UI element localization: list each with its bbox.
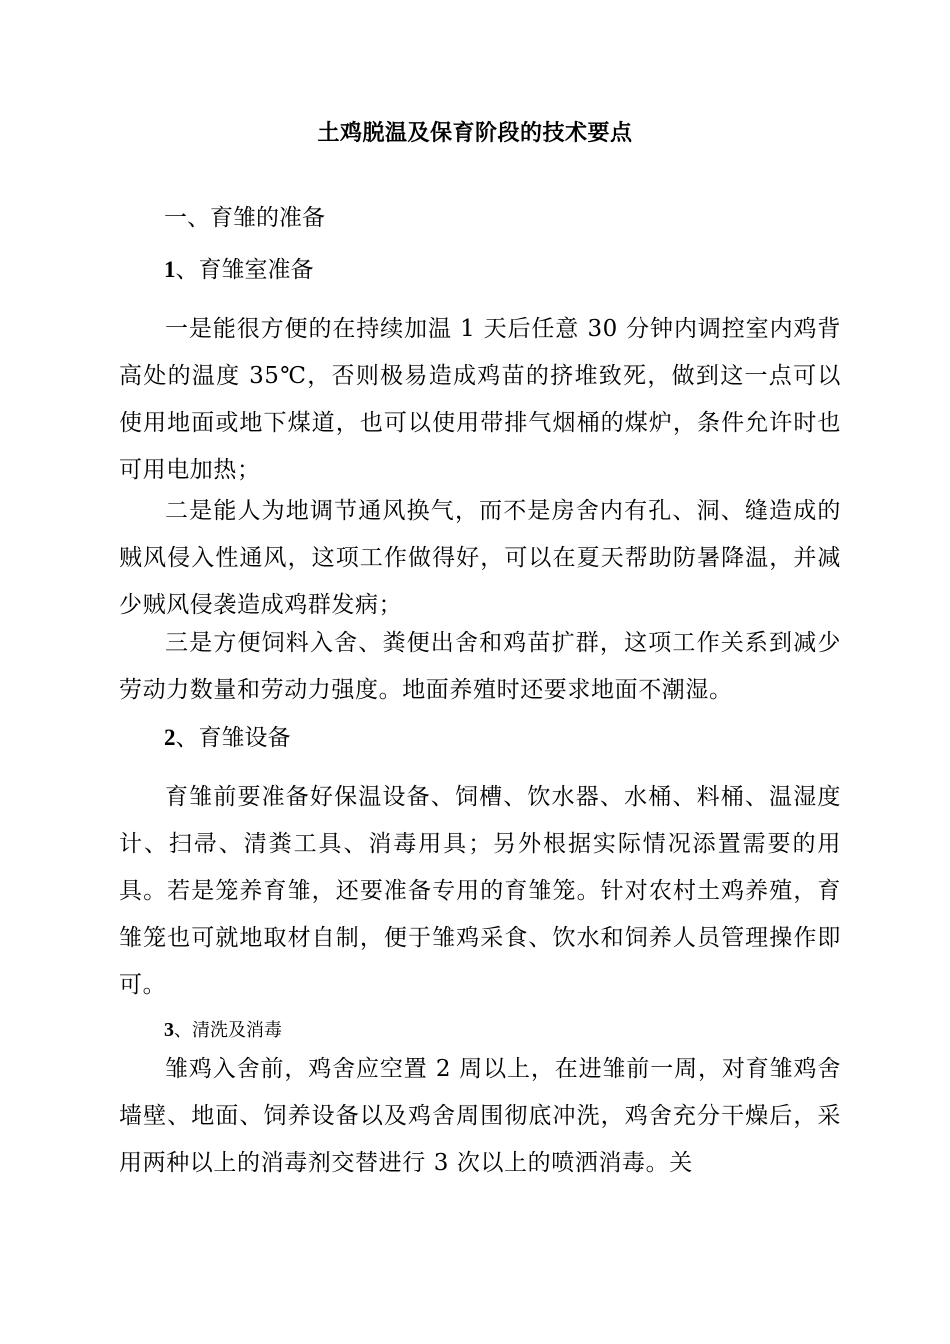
subheading-2-label: 、育雏设备 (175, 725, 291, 751)
paragraph-1-1: 一是能很方便的在持续加温 1 天后任意 30 分钟内调控室内鸡背高处的温度 35℃，否则极易造成鸡苗的挤堆致死，做到这一点可以使用地面或地下煤道，也可以使用带排气烟桶的煤炉，条件允许时也可用电加热； (119, 316, 841, 483)
document-title: 土鸡脱温及保育阶段的技术要点 (317, 121, 633, 146)
paragraph-3-1: 雏鸡入舍前，鸡舍应空置 2 周以上，在进雏前一周，对育雏鸡舍墙壁、地面、饲养设备以及鸡舍周围彻底冲洗，鸡舍充分干燥后，采用两种以上的消毒剂交替进行 3 次以上的喷洒消毒。关 (119, 1056, 841, 1176)
subheading-3-label: 、清洗及消毒 (174, 1020, 282, 1041)
paragraph-1-2: 二是能人为地调节通风换气，而不是房舍内有孔、洞、缝造成的贼风侵入性通风，这项工作做得好，可以在夏天帮助防暑降温，并减少贼风侵袭造成鸡群发病； (119, 498, 841, 618)
subheading-1-number: 1 (164, 257, 176, 282)
subheading-3 (164, 1014, 282, 1047)
section-heading-1-text: 一、育雏的准备 (164, 205, 325, 231)
paragraph-1-3: 三是方便饲料入舍、粪便出舍和鸡苗扩群，这项工作关系到减少劳动力数量和劳动力强度。地面养殖时还要求地面不潮湿。 (119, 630, 841, 703)
paragraph-2-1: 育雏前要准备好保温设备、饲槽、饮水器、水桶、料桶、温湿度计、扫帚、清粪工具、消毒用具；另外根据实际情况添置需要的用具。若是笼养育雏，还要准备专用的育雏笼。针对农村土鸡养殖，育雏笼也可就地取材自制，便于雏鸡采食、饮水和饲养人员管理操作即可。 (119, 784, 841, 998)
subheading-2-number: 2 (164, 725, 176, 750)
subheading-1-label: 、育雏室准备 (175, 257, 314, 283)
section-heading-1 (164, 202, 325, 234)
subheading-1 (164, 254, 314, 286)
subheading-3-number: 3 (164, 1019, 174, 1041)
subheading-2 (164, 722, 291, 754)
